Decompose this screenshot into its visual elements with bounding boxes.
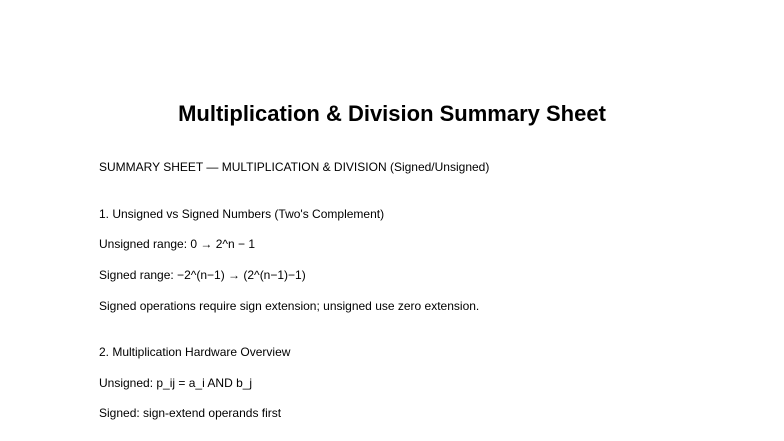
- text-line-sign-extension: Signed operations require sign extension; unsigned use zero extension.: [99, 299, 480, 313]
- section-heading-multiplication-hardware: 2. Multiplication Hardware Overview: [99, 345, 291, 359]
- text-line-unsigned-range: Unsigned range: 0 → 2^n − 1: [99, 237, 256, 251]
- section-heading-unsigned-signed: 1. Unsigned vs Signed Numbers (Two's Complement): [99, 207, 385, 221]
- text-line-signed-range: Signed range: −2^(n−1) → (2^(n−1)−1): [99, 268, 306, 282]
- text-line-signed-sign-extend: Signed: sign-extend operands first: [99, 406, 282, 420]
- text-line-unsigned-product: Unsigned: p_ij = a_i AND b_j: [99, 376, 253, 390]
- summary-header: SUMMARY SHEET — MULTIPLICATION & DIVISION (Signed/Unsigned): [99, 160, 490, 174]
- page-title: Multiplication & Division Summary Sheet: [178, 101, 606, 126]
